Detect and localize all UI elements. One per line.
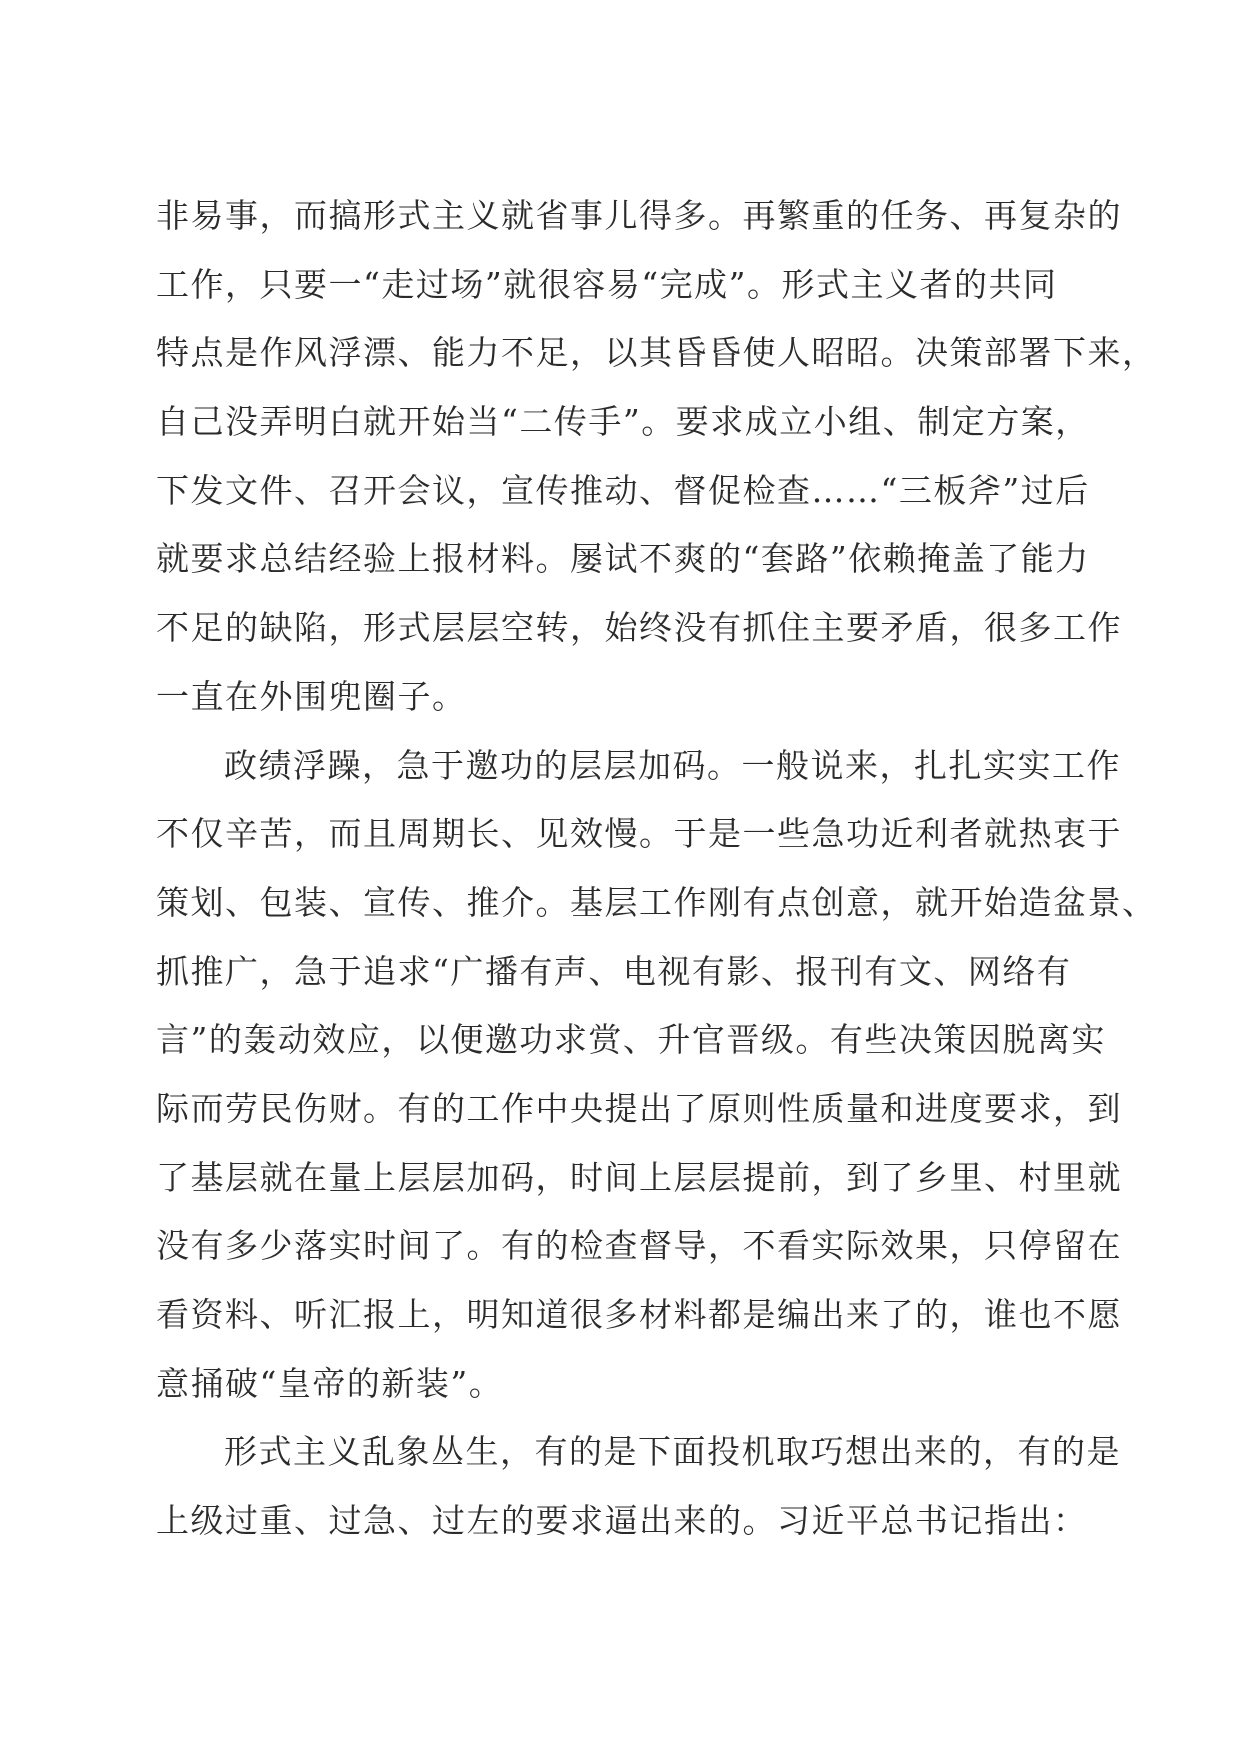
- text-line: 了基层就在量上层层加码，时间上层层提前，到了乡里、村里就: [156, 1157, 1122, 1197]
- paragraph-first-line: 形式主义乱象丛生，有的是下面投机取巧想出来的，有的是: [224, 1432, 1121, 1472]
- text-line: 非易事，而搞形式主义就省事儿得多。再繁重的任务、再复杂的: [156, 196, 1122, 235]
- text-line: 没有多少落实时间了。有的检查督导，不看实际效果，只停留在: [156, 1226, 1122, 1266]
- body-text: [156, 182, 1157, 1556]
- text-line: 上级过重、过急、过左的要求逼出来的。习近平总书记指出：: [156, 1501, 1088, 1541]
- paragraph-first-line: 政绩浮躁，急于邀功的层层加码。一般说来，扎扎实实工作: [224, 745, 1121, 785]
- text-line: 言”的轰动效应，以便邀功求赏、升官晋级。有些决策因脱离实: [156, 1020, 1106, 1060]
- text-line: 看资料、听汇报上，明知道很多材料都是编出来了的，谁也不愿: [156, 1295, 1122, 1334]
- text-line: 下发文件、召开会议，宣传推动、督促检查……“三板斧”过后: [156, 470, 1090, 510]
- text-line: 自己没弄明白就开始当“二传手”。要求成立小组、制定方案，: [156, 402, 1090, 442]
- text-line: 抓推广，急于追求“广播有声、电视有影、报刊有文、网络有: [156, 951, 1072, 991]
- text-line: 工作，只要一“走过场”就很容易“完成”。形式主义者的共同: [156, 264, 1058, 304]
- text-line: 就要求总结经验上报材料。屡试不爽的“套路”依赖掩盖了能力: [156, 539, 1090, 579]
- text-line: 际而劳民伤财。有的工作中央提出了原则性质量和进度要求，到: [156, 1088, 1122, 1128]
- text-line: 策划、包装、宣传、推介。基层工作刚有点创意，就开始造盆景、: [156, 882, 1157, 922]
- text-line: 不仅辛苦，而且周期长、见效慢。于是一些急功近利者就热衷于: [156, 814, 1122, 854]
- text-line: 不足的缺陷，形式层层空转，始终没有抓住主要矛盾，很多工作: [156, 608, 1122, 648]
- text-line: 意捅破“皇帝的新装”。: [156, 1363, 504, 1403]
- text-line: 一直在外围兜圈子。: [156, 676, 467, 716]
- text-line: 特点是作风浮漂、能力不足，以其昏昏使人昭昭。决策部署下来，: [156, 333, 1157, 373]
